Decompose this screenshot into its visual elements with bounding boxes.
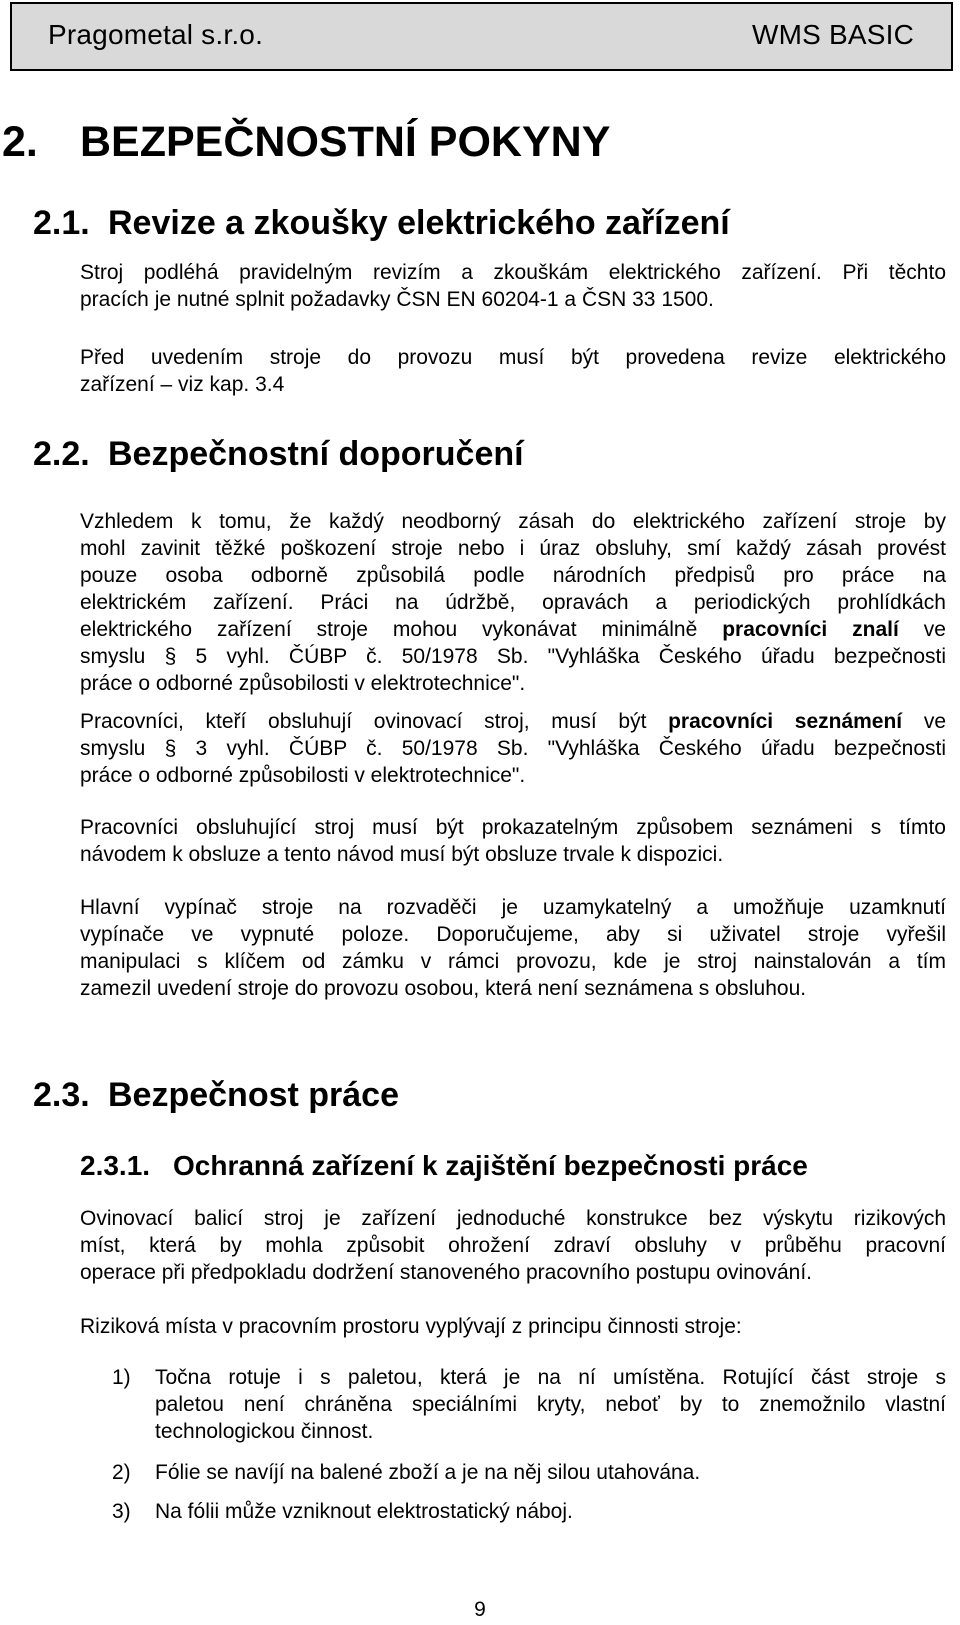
text-line: Ovinovací balicí stroj je zařízení jednoduché konstrukce bez výskytu rizikových [80, 1207, 946, 1230]
text-line [80, 616, 946, 643]
list-item [112, 1498, 946, 1525]
text-segment: Pracovníci, kteří obsluhují ovinovací stroj, musí být [80, 710, 647, 733]
list-text [155, 1364, 946, 1445]
text-line: paletou není chráněna speciálními kryty, neboť by to znemožnilo vlastní [155, 1393, 946, 1416]
section-2-1-heading [33, 204, 730, 243]
paragraph-safety-2 [80, 708, 946, 789]
text-segment: ve [923, 618, 946, 641]
text-line: Stroj podléhá pravidelným revizím a zkouškám elektrického zařízení. Při těchto [80, 261, 946, 284]
section-number: 2.1. [33, 204, 90, 242]
text-line: Riziková místa v pracovním prostoru vyplývají z principu činnosti stroje: [80, 1315, 742, 1338]
text-line: pouze osoba odborně způsobilá podle národních předpisů pro práce na [80, 564, 946, 587]
text-line: Točna rotuje i s paletou, která je na ní umístěna. Rotující část stroje s [155, 1366, 946, 1389]
text-line: práce o odborné způsobilosti v elektrotechnice". [80, 672, 526, 695]
text-line: pracích je nutné splnit požadavky ČSN EN 60204-1 a ČSN 33 1500. [80, 288, 714, 311]
paragraph-safety-3 [80, 814, 946, 868]
paragraph-protection-2 [80, 1313, 946, 1340]
list-number: 2) [112, 1461, 131, 1484]
text-line: elektrickém zařízení. Práci na údržbě, opravách a periodických prohlídkách [80, 591, 946, 614]
text-line: návodem k obsluze a tento návod musí být obsluze trvale k dispozici. [80, 843, 724, 866]
bold-term: pracovníci seznámení [668, 710, 903, 733]
section-title: Ochranná zařízení k zajištění bezpečnosti práce [173, 1150, 808, 1181]
text-line: Pracovníci obsluhující stroj musí být prokazatelným způsobem seznámeni s tímto [80, 816, 946, 839]
list-text [155, 1498, 946, 1525]
paragraph-protection-1 [80, 1205, 946, 1286]
section-title: BEZPEČNOSTNÍ POKYNY [80, 118, 611, 166]
paragraph-revision-1 [80, 259, 946, 313]
product-name: WMS BASIC [751, 19, 914, 50]
text-line: zamezil uvedení stroje do provozu osobou, která není seznámena s obsluhou. [80, 977, 807, 1000]
section-number: 2.3.1. [80, 1150, 151, 1181]
text-line: manipulaci s klíčem od zámku v rámci provozu, kde je stroj nainstalován a tím [80, 950, 946, 973]
text-segment: elektrického zařízení stroje mohou vykonávat minimálně [80, 618, 698, 641]
bold-term: pracovníci znalí [722, 618, 899, 641]
section-number: 2.2. [33, 435, 90, 473]
text-line: Hlavní vypínač stroje na rozvaděči je uzamykatelný a umožňuje uzamknutí [80, 896, 946, 919]
text-line: technologickou činnost. [155, 1420, 374, 1443]
text-line: mohl zavinit těžké poškození stroje nebo i úraz obsluhy, smí každý zásah provést [80, 537, 946, 560]
text-segment: ve [923, 710, 946, 733]
paragraph-safety-4 [80, 894, 946, 1002]
section-number: 2.3. [33, 1076, 90, 1114]
section-title: Bezpečnost práce [108, 1076, 399, 1114]
text-line: zařízení – viz kap. 3.4 [80, 373, 285, 396]
section-2-2-heading [33, 435, 524, 474]
text-line: Fólie se navíjí na balené zboží a je na něj silou utahována. [155, 1461, 701, 1484]
paragraph-revision-2 [80, 344, 946, 398]
section-title: Bezpečnostní doporučení [108, 435, 524, 473]
text-line: Vzhledem k tomu, že každý neodborný zásah do elektrického zařízení stroje by [80, 510, 946, 533]
section-title: Revize a zkoušky elektrického zařízení [108, 204, 730, 242]
list-number: 1) [112, 1366, 131, 1389]
text-line: vypínače ve vypnuté poloze. Doporučujeme, aby si uživatel stroje vyřešil [80, 923, 946, 946]
company-name: Pragometal s.r.o. [48, 19, 264, 50]
page-header [10, 2, 953, 71]
paragraph-safety-1 [80, 508, 946, 697]
list-text [155, 1459, 946, 1486]
text-line: smyslu § 5 vyhl. ČÚBP č. 50/1978 Sb. "Vyhláška Českého úřadu bezpečnosti [80, 645, 946, 668]
text-line [80, 708, 946, 735]
list-item [112, 1459, 946, 1486]
text-line: míst, která by mohla způsobit ohrožení zdraví obsluhy v průběhu pracovní [80, 1234, 946, 1257]
section-2-heading [2, 118, 610, 167]
text-line: smyslu § 3 vyhl. ČÚBP č. 50/1978 Sb. "Vyhláška Českého úřadu bezpečnosti [80, 737, 946, 760]
section-2-3-1-heading [80, 1150, 808, 1182]
page-number: 9 [474, 1598, 486, 1621]
text-line: operace při předpokladu dodržení stanoveného pracovního postupu ovinování. [80, 1261, 813, 1284]
text-line: Před uvedením stroje do provozu musí být provedena revize elektrického [80, 346, 946, 369]
list-number: 3) [112, 1500, 131, 1523]
section-number: 2. [2, 118, 38, 166]
text-line: práce o odborné způsobilosti v elektrotechnice". [80, 764, 526, 787]
section-2-3-heading [33, 1076, 399, 1115]
list-item [112, 1364, 946, 1445]
text-line: Na fólii může vzniknout elektrostatický náboj. [155, 1500, 573, 1523]
